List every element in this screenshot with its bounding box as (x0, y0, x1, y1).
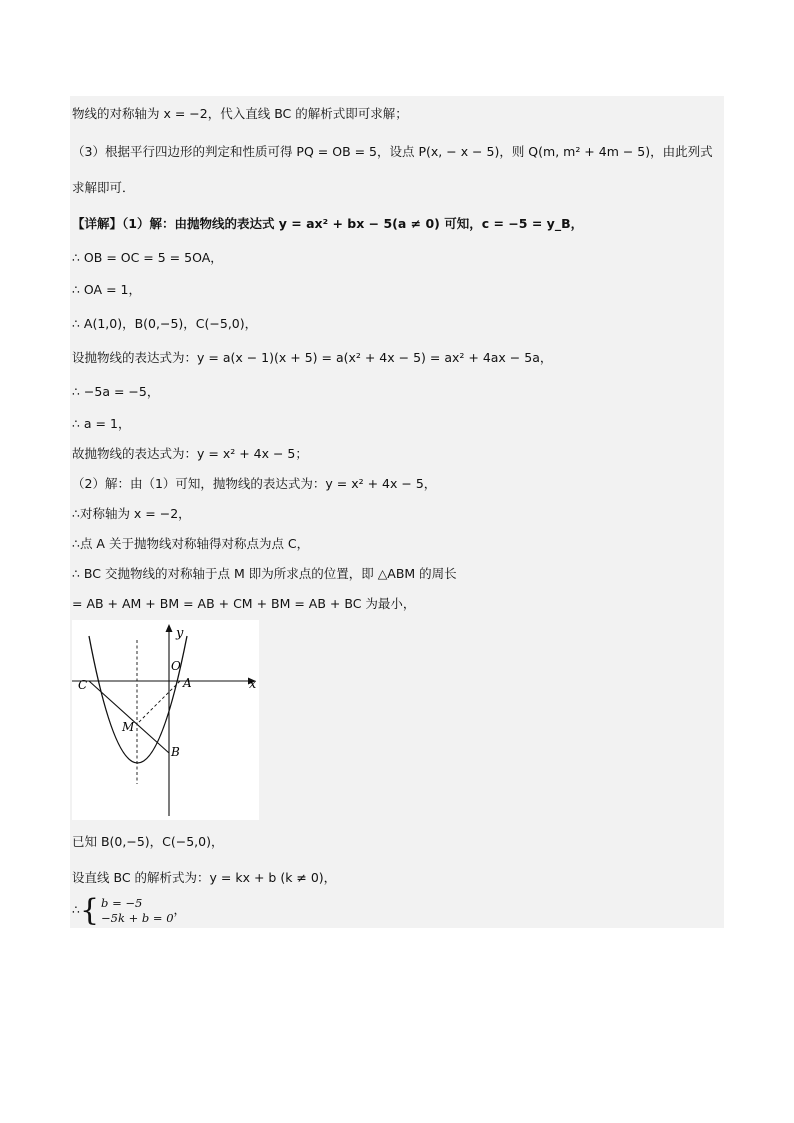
label-b: B (171, 745, 180, 759)
text-line-10: ∴ a = 1， (72, 416, 131, 431)
parabola-figure (72, 620, 259, 820)
segment-am (137, 681, 180, 724)
label-c: C (78, 678, 88, 692)
text-line-15: ∴ BC 交抛物线的对称轴于点 M 即为所求点的位置，即 △ABM 的周长 (72, 566, 457, 581)
text-line-2: （3）根据平行四边形的判定和性质可得 PQ = OB = 5，设点 P(x, − x − 5)，则 Q(m, m² + 4m − 5)，由此列式 (72, 144, 713, 159)
label-y: y (176, 626, 184, 641)
label-a: A (183, 676, 192, 690)
equation-system (70, 894, 724, 928)
text-line-4: 【详解】（1）解：由抛物线的表达式 y = ax² + bx − 5(a ≠ 0) 可知，c = −5 = y_B， (72, 216, 584, 231)
text-line-18: 设直线 BC 的解析式为：y = kx + b (k ≠ 0)， (72, 870, 337, 885)
text-line-12: （2）解：由（1）可知，抛物线的表达式为：y = x² + 4x − 5， (72, 476, 437, 491)
label-o: O (171, 659, 181, 673)
text-line-8: 设抛物线的表达式为：y = a(x − 1)(x + 5) = a(x² + 4x − 5) = ax² + 4ax − 5a， (72, 350, 553, 365)
text-line-16: = AB + AM + BM = AB + CM + BM = AB + BC 为最小， (72, 596, 416, 611)
text-line-9: ∴ −5a = −5， (72, 384, 160, 399)
segment-cb (89, 681, 169, 753)
text-line-11: 故抛物线的表达式为：y = x² + 4x − 5； (72, 446, 308, 461)
text-line-13: ∴对称轴为 x = −2， (72, 506, 191, 521)
solution-content (70, 96, 724, 928)
text-line-3: 求解即可． (72, 180, 135, 195)
text-line-1: 物线的对称轴为 x = −2，代入直线 BC 的解析式即可求解； (72, 106, 408, 121)
system-row-2: −5k + b = 0 (101, 910, 174, 925)
label-x: x (249, 677, 257, 692)
y-axis-arrow-icon (166, 624, 173, 632)
parabola-diagram (72, 620, 259, 820)
brace-icon: { (79, 892, 100, 928)
text-line-17: 已知 B(0,−5)，C(−5,0)， (72, 834, 224, 849)
parabola-curve (89, 636, 187, 763)
label-m: M (122, 720, 135, 734)
text-line-6: ∴ OA = 1， (72, 282, 141, 297)
system-block (79, 892, 174, 928)
text-line-5: ∴ OB = OC = 5 = 5OA， (72, 250, 223, 265)
system-row-1: b = −5 (101, 895, 143, 910)
text-line-14: ∴点 A 关于抛物线对称轴得对称点为点 C， (72, 536, 310, 551)
system-suffix: ， (173, 902, 187, 917)
therefore-symbol: ∴ (72, 902, 80, 917)
text-line-7: ∴ A(1,0)，B(0,−5)，C(−5,0)， (72, 316, 258, 331)
